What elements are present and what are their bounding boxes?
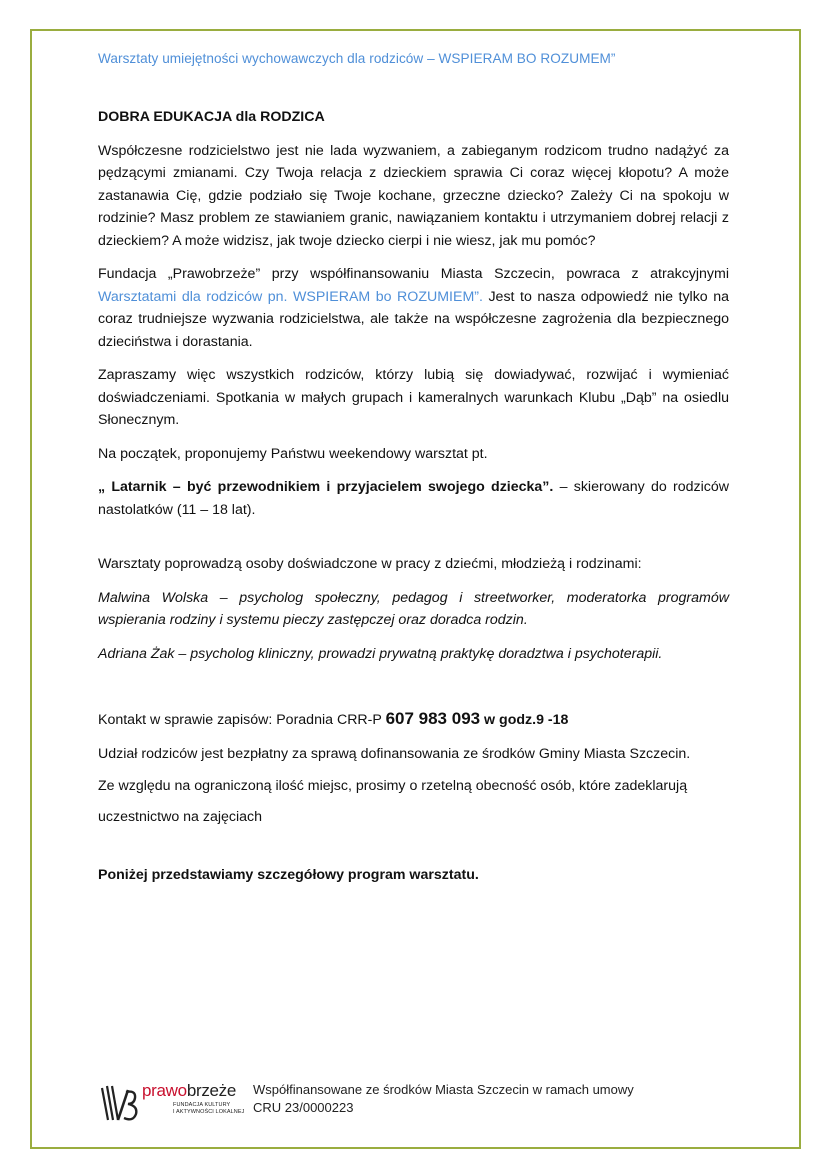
prawobrzeze-logo [98,1080,243,1128]
workshop-title: „ Latarnik – być przewodnikiem i przyjacielem swojego dziecka”. [98,479,554,495]
logo-mark-icon [98,1082,142,1126]
workshop-series-link[interactable]: Warsztatami dla rodziców pn. WSPIERAM bo ROZUMIEM”. [98,288,483,305]
leader-adriana-zak: Adriana Żak – psycholog kliniczny, prowadzi prywatną praktykę doradztwa i psychoterapii. [98,645,663,662]
funding-note-line1: Współfinansowane ze środków Miasta Szczecin w ramach umowy [253,1082,634,1097]
invite-paragraph: Zapraszamy więc wszystkich rodziców, którzy lubią się dowiadywać, rozwijać i wymieniać doświadczeniami. Spotkania w małych grupach i kameralnych warunkach Klubu „Dąb” na osiedlu Słonecznym. [98,367,729,428]
attendance-note: Ze względu na ograniczoną ilość miejsc, prosimy o rzetelną obecność osób, które zadeklarują uczestnictwo na zajęciach [98,778,688,825]
page-header: Warsztaty umiejętności wychowawczych dla rodziców – WSPIERAM BO ROZUMEM” [98,51,616,66]
start-paragraph: Na początek, proponujemy Państwu weekendowy warsztat pt. [98,445,488,462]
funding-note-line2: CRU 23/0000223 [253,1100,354,1115]
free-participation: Udział rodziców jest bezpłatny za sprawą dofinansowania ze środków Gminy Miasta Szczecin. [98,745,691,762]
foundation-text-end: Jest to nasza odpowiedź nie tylko na coraz trudniejsze wyzwania rodzicielstwa, ale także na współczesne zagrożenia dla bezpiecznego dzieciństwa i dorastania. [98,288,729,350]
workshop-paragraph [98,476,729,521]
document-title: DOBRA EDUKACJA dla RODZICA [98,109,325,125]
logo-subtitle-line1: FUNDACJA KULTURY [173,1102,231,1108]
foundation-text-start: Fundacja „Prawobrzeże” przy współfinansowaniu Miasta Szczecin, powraca z atrakcyjnymi [98,266,729,282]
logo-subtitle-line2: I AKTYWNOŚCI LOKALNEJ [173,1108,245,1115]
document-body [98,106,729,887]
foundation-paragraph [98,263,729,353]
leader-malwina-wolska: Malwina Wolska – psycholog społeczny, pedagog i streetworker, moderatorka programów wspierania rodziny i systemu pieczy zastępczej oraz doradca rodzin. [98,589,729,628]
funding-note [253,1081,634,1117]
intro-paragraph: Współczesne rodzicielstwo jest nie lada wyzwaniem, a zabieganym rodzicom trudno nadążyć za pędzącymi zmianami. Czy Twoja relacja z dzieckiem sprawia Ci coraz więcej kłopotu? A może zastanawia Cię, gdzie podziało się Twoje kochane, grzeczne dziecko? Zależy Ci na spokoju w rodzinie? Masz problem ze stawianiem granic, nawiązaniem kontaktu i utrzymaniem dobrej relacji z dzieckiem? A może widzisz, jak twoje dziecko cierpi i nie wiesz, jak mu pomóc? [98,142,729,249]
contact-line [98,708,729,732]
footer [98,1080,718,1130]
leaders-intro: Warsztaty poprowadzą osoby doświadczone w pracy z dziećmi, młodzieżą i rodzinami: [98,556,642,572]
contact-phone[interactable]: 607 983 093 [385,709,481,728]
logo-wordmark: prawobrzeże [142,1081,237,1100]
logo-subtitle [173,1102,244,1115]
workshop-audience: – skierowany do rodziców nastolatków (11 – 18 lat). [98,479,729,518]
contact-hours: w godz.9 -18 [480,712,569,728]
contact-label: Kontakt w sprawie zapisów: Poradnia CRR-P [98,712,386,728]
program-note: Poniżej przedstawiamy szczegółowy program warsztatu. [98,867,479,883]
